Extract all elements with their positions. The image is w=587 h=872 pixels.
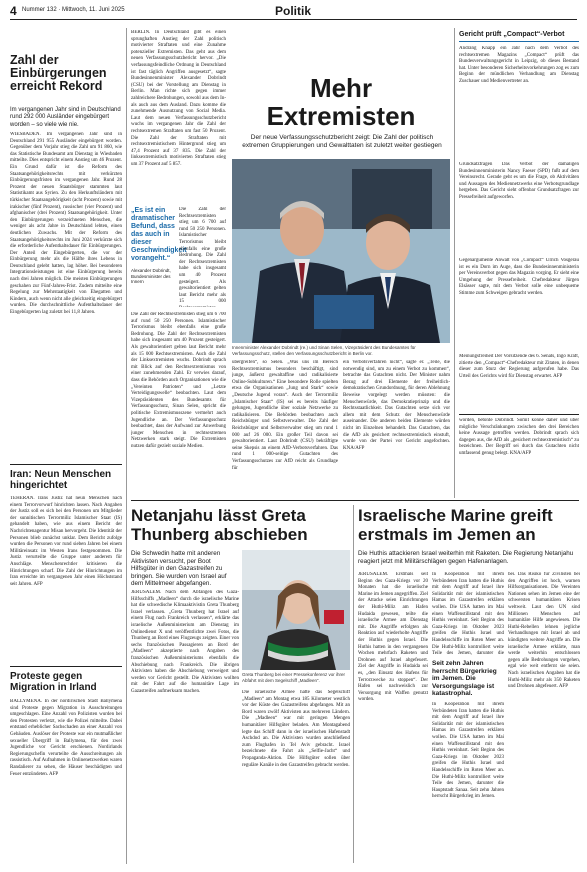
dobrindt-quote-source: Alexander Dobrindt, Bundesminister des Innern: [131, 268, 171, 284]
greta-col2: Die israelische Armee hatte das Segelschiff „Madleen“ am Montag etwa 185 Kilometer westlich vor der Küste des Gazastreifens abgefangen. Mit an Bord waren zwölf Aktivisten aus mehreren Ländern. Die „Madleen“ war mit geringen Mengen humanitärer Hilfsgüter beladen. Am Montagabend legte das Schiff dann in der israelischen Hafenstadt Aschdod an. Die Aktivisten wurden anschließend zum Flughafen in Tel Aviv gebracht. Israel bezeichnete die Fahrt als „Selfie-Jacht“ und Propaganda-Aktion. Die Hilfsgüter sollen über reguläre Kanäle in den Gazastreifen gebracht werden.: [242, 690, 350, 768]
sidebar-end-rule: [459, 414, 579, 415]
column-divider: [454, 28, 455, 498]
einbuergerung-lead: Im vergangenen Jahr sind in Deutschland rund 292 000 Ausländer eingebürgert worden – so viele wie nie.: [10, 107, 121, 128]
greta-col1: JERUSALEM. Nach dem Abfangen des Gaza-Hilfsschiffs „Madleen“ durch die israelische Marine hat die schwedische Klimaaktivistin Greta Thunberg Israel verlassen. „Greta Thunberg hat Israel auf einem Flug nach Frankreich verlassen“, erklärte das israelische Außenministerium am Dienstag im Onlinedienst X und veröffentlichte zwei Fotos, die Thunberg an Bord eines Flugzeugs zeigten. Einer von sechs französischen Passagieren an Bord der „Madleen“ akzeptierte nach Angaben des französischen Außenministeriums ebenfalls die Abschiebung nach Frankreich. Die übrigen Aktivisten haben die Abschiebung verweigert und werden vor Gericht gestellt. Die Aktivisten wollten mit der Fahrt auf die humanitäre Lage im Gazastreifen aufmerksam machen.: [131, 590, 239, 694]
thunberg-illustration: [242, 550, 350, 670]
iran-body: TEHERAN. Irans Justiz hat neun Menschen nach einem Terrorvorwurf hinrichten lassen. Nach Angaben der Justiz soll es sich bei den Personen um Mitglieder der sunnitischen Terrormiliz Islamischer Staat (IS) gehandelt haben, wie aus einem Bericht der Nachrichtenagentur Misan hervorgeht. Die Identität der Personen blieb zunächst unklar. Dem Bericht zufolge wurden die Personen vor rund sieben Jahren bei einem Militäreinsatz im Westen Irans festgenommen. Die Justiz verurteilte die Gruppe unter anderem für Anschläge. Menschenrechtler kritisieren die Hinrichtungen scharf. Die Zahl der Hinrichtungen im Iran erreichte im vergangenen Jahr einen Höchststand seit Jahren. AFP: [10, 496, 122, 587]
sidebar-rule: [459, 41, 579, 42]
thunberg-photo: [242, 550, 350, 670]
compact-p2: Grundsatzfragen Das Verbot der damaligen Bundesinnenministerin Nancy Faeser (SPD) fußt auf dem Vereinsrecht. Gerade geht es um die Frage, ob Aktivitäten und Aussagen des Mediennetzwerks eine Verbotsgrundlage hergeben. Das Gericht sieht offenbar Grundsatzfragen zur Pressefreiheit aufgeworfen.: [459, 162, 579, 200]
divider: [10, 464, 122, 465]
dobrindt-quote: „Es ist ein dramatischer Befund, dass das auch in dieser Geschwindigkeit vorangeht.“: [131, 207, 187, 262]
issue-info: Nummer 132 · Mittwoch, 11. Juni 2025: [22, 7, 125, 13]
page-number: 4: [10, 4, 17, 18]
section-divider: [131, 500, 579, 501]
column-divider: [353, 505, 354, 863]
compact-p4: Meinungsfreiheit Der Vorsitzende des 6. Senats, Ingo Kraft, zitierte den „Compact“-Chefredakteur mit Zitaten, in denen dieser zum Sturz der Regierung aufgerufen habe. Das Urteil des Gerichts wird für Dienstag erwartet. AFP: [459, 354, 579, 379]
marine-col2: In Kooperation mit ihrem Verbündeten Iran hatten die Huthis mit dem Angriff auf Israel ihre Solidarität mit der islamistischen Hamas im Gazastreifen erklären wollen. Die USA hatten im Mai einen Waffenstillstand mit den Huthis vereinbart. Seit Beginn des Gaza-Kriegs im Oktober 2023 greifen die Huthis Israel und Handelsschiffe im Roten Meer an. Die Huthi-Miliz kontrolliert weite Teile des Jemen, darunter die: [432, 572, 504, 656]
section-title: Politik: [275, 4, 312, 18]
thunberg-photo-caption: Greta Thunberg bei einer Pressekonferenz vor ihrer Abfahrt mit dem Segelschiff „Madleen“.: [242, 672, 345, 683]
marine-col1: JERUSALEM. Erstmals seit Beginn des Gaza-Kriegs vor 20 Monaten hat die israelische Marine im Jemen angegriffen. Ziel der Attacke seien Einrichtungen der Huthi-Miliz am Hafen Hudaida gewesen, teilte die israelische Armee am Dienstag mit. Die Angriffe erfolgten als Reaktion auf wiederholte Angriffe der Huthis gegen Israel. Die Huthis hatten in den vergangenen Wochen mehrfach Raketen und Drohnen auf Israel abgefeuert. Ziel der Angriffe in Hudaida sei es, „den Einsatz des Hafens für Terrorzwecke zu stoppen“. Der Hafen sei nachweislich zur Versorgung mit Waffen genutzt worden.: [358, 572, 428, 703]
einbuergerung-headline: Zahl der Einbürgerungen erreicht Rekord: [10, 53, 107, 94]
iran-headline: Iran: Neun Menschen hingerichtet: [10, 469, 112, 491]
marine-lead: Die Huthis attackieren Israel weiterhin mit Raketen. Die Regierung Netanjahu reagiert jetzt mit Militärschlägen gegen Hafenanlagen.: [358, 550, 574, 565]
extremisten-col1c: Die Zahl der Rechtsextremisten stieg um 6 700 auf rund 50 250 Personen. Islamistischer Terrorismus bleibt ebenfalls eine große Bedrohung. Die Zahl der Rechtsextremisten habe sich insgesamt um 40 Prozent gesteigert. Als gewaltorientiert gelten laut Bericht mehr als 15 000 Rechtsextremisten. Auch die Zahl der Linksextremisten wuchs. Dobrindt sprach mit Blick auf den Rechtsextremismus von einer zunehmenden Zahl. Er verwies darauf, dass die Behörden auch Organisationen wie die „Vereinten Patrioten“ und „Letzte Verteidigungswelle“ beobachten. Laut dem Vizepräsidenten des Bundesamts für Verfassungsschutz, Sinan Selen, spricht die politische Extremismusszene vermehrt auch Jugendliche an. Der Verfassungsschutz beobachtet, dass der Aufwand zur Anwerbung junger Menschen in rechtsextremen Netzwerken stark steigt. Die Extremisten nutzen dafür gezielt soziale Medien.: [131, 312, 226, 449]
compact-p3: Gegenargumente Anwalt von „Compact“ Ulrich Vosgerau ist es ein Dorn im Auge, dass die Bundesinnenministerin per Vereinsverbot gegen das Magazin vorging. Er sieht eine Umgehung der Pressefreiheit. Chefredakteur Jürgen Elsässer sagte, mit dem Verbot solle eine unbequeme Stimme zum Schweigen gebracht werden.: [459, 258, 579, 296]
dobrindt-selen-illustration: [232, 159, 450, 343]
greta-lead: Die Schwedin hatte mit anderen Aktivisten versucht, per Boot Hilfsgüter in den Gazastreifen zu bringen. Sie wurden von Israel auf dem Mittelmeer abgefangen.: [131, 550, 227, 588]
marine-headline: Israelische Marine greift erstmals im Jemen an: [358, 506, 553, 544]
dobrindt-selen-photo: [232, 159, 450, 343]
compact-p5: worden, betonte Dobrindt. Somit könne daher und über mögliche Verschränkungen zwischen den drei Bereichen keine Aussage getroffen werden. Dobrindt sprach sich dagegen aus, die AfD als „gesichert rechtsextremistisch“ zu bezeichnen. Der Begriff sei durch das Gutachten nicht umfassend genug belegt. KNA/AFP: [459, 418, 579, 456]
extremisten-col3: ein Verbotsverfahren nicht“, sagte er. „Teile, die notwendig sind, um zu einem Verbot zu kommen“, betrachte das Gutachten nicht. Der Minister nahm Bezug auf drei Elemente der freiheitlich-demokratischen Grundordnung, für deren Ablehnung Beweise vorgelegt werden müssten: die Menschenwürde, das Demokratieprinzip und die Rechtsstaatlichkeit. Das Gutachten setze sich vor allem mit dem Schutz der Menschenwürde auseinander. Die anderen beiden Elemente würden nicht im Einzelnen behandelt. Das Gutachten, das die AfD als gesichert rechtsextremistisch einstuft, wurde von der Partei vor Gericht angefochten. KNA/AFP: [343, 360, 450, 451]
compact-p1: Andrang Knapp ein Jahr nach dem Verbot des rechtsextremen Magazins „Compact“ prüft das Bundesverwaltungsgericht in Leipzig, ob dieses Bestand hat. Unter besonderen Sicherheitsvorkehrungen zog es zum Beginn der mündlichen Verhandlung am Dienstag Zuschauer und Medienvertreter an.: [459, 46, 579, 84]
greta-headline: Netanjahu lässt Greta Thunberg abschieben: [131, 506, 308, 544]
extremisten-headline: Mehr Extremisten: [266, 73, 416, 131]
extremisten-subline: Der neue Verfassungsschutzbericht zeigt: Die Zahl der politisch extremen Gruppierungen und Gewalttaten ist zuletzt weiter gestiegen: [242, 134, 442, 149]
extremisten-col2: übergreifen“, so Selen. „Was uns im Bereich Rechtsextremismus besonders beschäftigt, sind junge, äußerst gewaltaffine und radikalisierte Online-Subkulturen.“ Eine besondere Rolle spielten etwa die Organisationen „Jung und Stark“ sowie „Deutsche Jugend voran“. Auch der Terrormiliz „Islamischer Staat“ (IS) sei es bereits häufiger gelungen, Jugendliche über soziale Netzwerke zu radikalisieren. Die Behörden beobachten auch Reichsbürger und Selbstverwalter. Die Zahl der Reichsbürger und Selbstverwalter stieg um rund 1 000 auf 26 000. Ein großer Teil davon sei gewaltorientiert. Laut Dobrindt (CSU) bekräftigte seine Skepsis an einem AfD-Verbotsverfahren. Das rund 1 000-seitige Gutachten des Verfassungsschutzes zur AfD reicht als Grundlage für: [232, 360, 338, 471]
compact-sidebar-title: Gericht prüft „Compact“-Verbot: [459, 31, 565, 38]
irland-headline: Proteste gegen Migration in Irland: [10, 671, 97, 693]
divider: [10, 666, 122, 667]
column-divider: [126, 28, 127, 864]
marine-col2b: In Kooperation mit ihrem Verbündeten Iran hatten die Huthis mit dem Angriff auf Israel ihre Solidarität mit der islamistischen Hamas im Gazastreifen erklären wollen. Die USA hatten im Mai einen Waffenstillstand mit den Huthis vereinbart. Seit Beginn des Gaza-Kriegs im Oktober 2023 greifen die Huthis Israel und Handelsschiffe im Roten Meer an. Die Huthi-Miliz kontrolliert weite Teile des Jemen, darunter die Hauptstadt Sanaa. Seit zehn Jahren herrscht Bürgerkrieg im Jemen.: [432, 702, 504, 800]
dobrindt-photo-caption: Innenminister Alexander Dobrindt (re.) und Sinan Selen, Vizepräsident des Bundesamtes für Verfassungsschutz, stellen den Verfassungsschutzbericht in Berlin vor.: [232, 345, 416, 356]
irland-body: BALLYMENA. In der nordirischen Stadt Ballymena sind Proteste gegen Migration in Ausschreitungen umgeschlagen. Eine Anzahl von Polizisten wurden bei den Protesten verletzt, wie die Polizei mitteilte. Dabei entstand erheblicher Sachschaden an einer Anzahl von Gebäuden. Auslöser der Proteste war ein mutmaßlicher sexueller Übergriff in Ballymena, für den zwei Jugendliche vor Gericht erschienen. Nordirlands Regierungschefin verurteilte die Ausschreitungen als rassistisch. Auf Aufnahmen in Onlinenetzwerken waren Randalierer zu sehen, die Häuser beschädigten und Feuer entzündeten. AFP: [10, 699, 122, 777]
marine-col3: bei. Das Risiko für Zivilisten bei den Angriffen ist hoch, warnen Hilfsorganisationen. Die Vereinten Nationen sehen im Jemen eine der schwersten humanitären Krisen weltweit. Laut den UN sind Millionen Menschen auf humanitäre Hilfe angewiesen. Die Huthi-Rebellen lehnen jegliche Verhandlungen mit Israel ab und kündigten weitere Angriffe an. Die israelische Armee erklärte, man werde weiterhin entschlossen gegen alle Bedrohungen vorgehen, egal wie weit entfernt sie seien. Nach israelischen Angaben hat die Huthi-Miliz mehr als 350 Raketen und Drohnen abgefeuert. AFP: [508, 572, 580, 690]
einbuergerung-body: WIESBADEN. Im vergangenen Jahr sind in Deutschland 291 955 Ausländer eingebürgert worden. Gegenüber dem Vorjahr stieg die Zahl um 91 860, wie das Statistische Bundesamt am Dienstag in Wiesbaden mitteilte. Dies entspricht einem Anstieg um 46 Prozent. Ein Grund dafür ist die Reform des Staatsangehörigkeitsrechts mit verkürzten Einbürgerungsfristen im vergangenen Jahr. Rund 28 Prozent der neuen Staatsbürger stammten laut Statistikamt aus Syrien. Zu den Herkunftsländern mit türkischer Staatsangehörigkeit (acht Prozent) sowie mit irakischer (fünf Prozent), russischer (vier Prozent) und afghanischer (drei Prozent) Staatsangehörigkeit. Unter den Einbürgerungen verzeichneten Menschen, die weniger als acht Jahre in Deutschland lebten, einen deutlichen Zuwachs. Mit der Reform des Staatsangehörigkeitsrechts im Juni 2024 verkürzte sich die erforderliche Aufenthaltsdauer für Einbürgerungen. Der Anteil der Eingebürgerten, die vor der Einbürgerung mehr als die Hälfte ihres Lebens in Deutschland gelebt hatten, lag höher. Bei besonderen Integrationsleistungen ist eine Einbürgerung bereits nach drei Jahren möglich. Die meisten Einbürgerungen geschahen zur Fünf-Jahres-Frist. Zudem mitteilte eine Regelung zur Mehrstaatigkeit von Ehegatten und Kindern, auch wenn nicht alle gleichzeitig eingebürgert wurden. Die durchschnittliche Aufenthaltsdauer der Eingebürgerten lag zuletzt bei 11,8 Jahren.: [10, 132, 122, 316]
extremisten-col1: BERLIN. In Deutschland gibt es einen sprunghaften Anstieg der Zahl politisch motivierter Straftaten und eine Zunahme potenzieller Extremisten. Das geht aus dem neuen Verfassungsschutzbericht hervor. „Die verfassungsfeindliche Ordnung in Deutschland ist fast täglich Angriffen ausgesetzt“, sagte Bundesinnenminister Alexander Dobrindt (CSU) bei der Vorstellung am Dienstag in Berlin. Man richte sich gegen immer zahlreichere Bedrohungen, sowohl aus dem In- als auch aus dem Ausland. Dazu komme die zunehmende Ausnutzung von Social Media. Laut dem neuen Verfassungsschutzbericht wuchs im vergangenen Jahr die Zahl der rechtsextremen Straftaten um fast 50 Prozent. Die Zahl der Straftaten mit rechtsextremistischem Hintergrund stieg um 47,4 Prozent auf 37 835. Die Zahl der linksextremistisch motivierten Straftaten stieg um 37 Prozent auf 5 857.: [131, 30, 226, 167]
page-header: [10, 4, 577, 20]
jemen-callout: Seit zehn Jahren herrscht Bürgerkrieg im Jemen. Die Versorgungslage ist katastrophal.: [432, 660, 497, 697]
extremisten-col1b: Die Zahl der Rechtsextremisten stieg um 6 700 auf rund 50 250 Personen. Islamistischer Terrorismus bleibt ebenfalls eine große Bedrohung. Die Zahl der Rechtsextremisten habe sich insgesamt um 40 Prozent gesteigert. Als gewaltorientiert gelten laut Bericht mehr als 15 000: [179, 207, 226, 305]
